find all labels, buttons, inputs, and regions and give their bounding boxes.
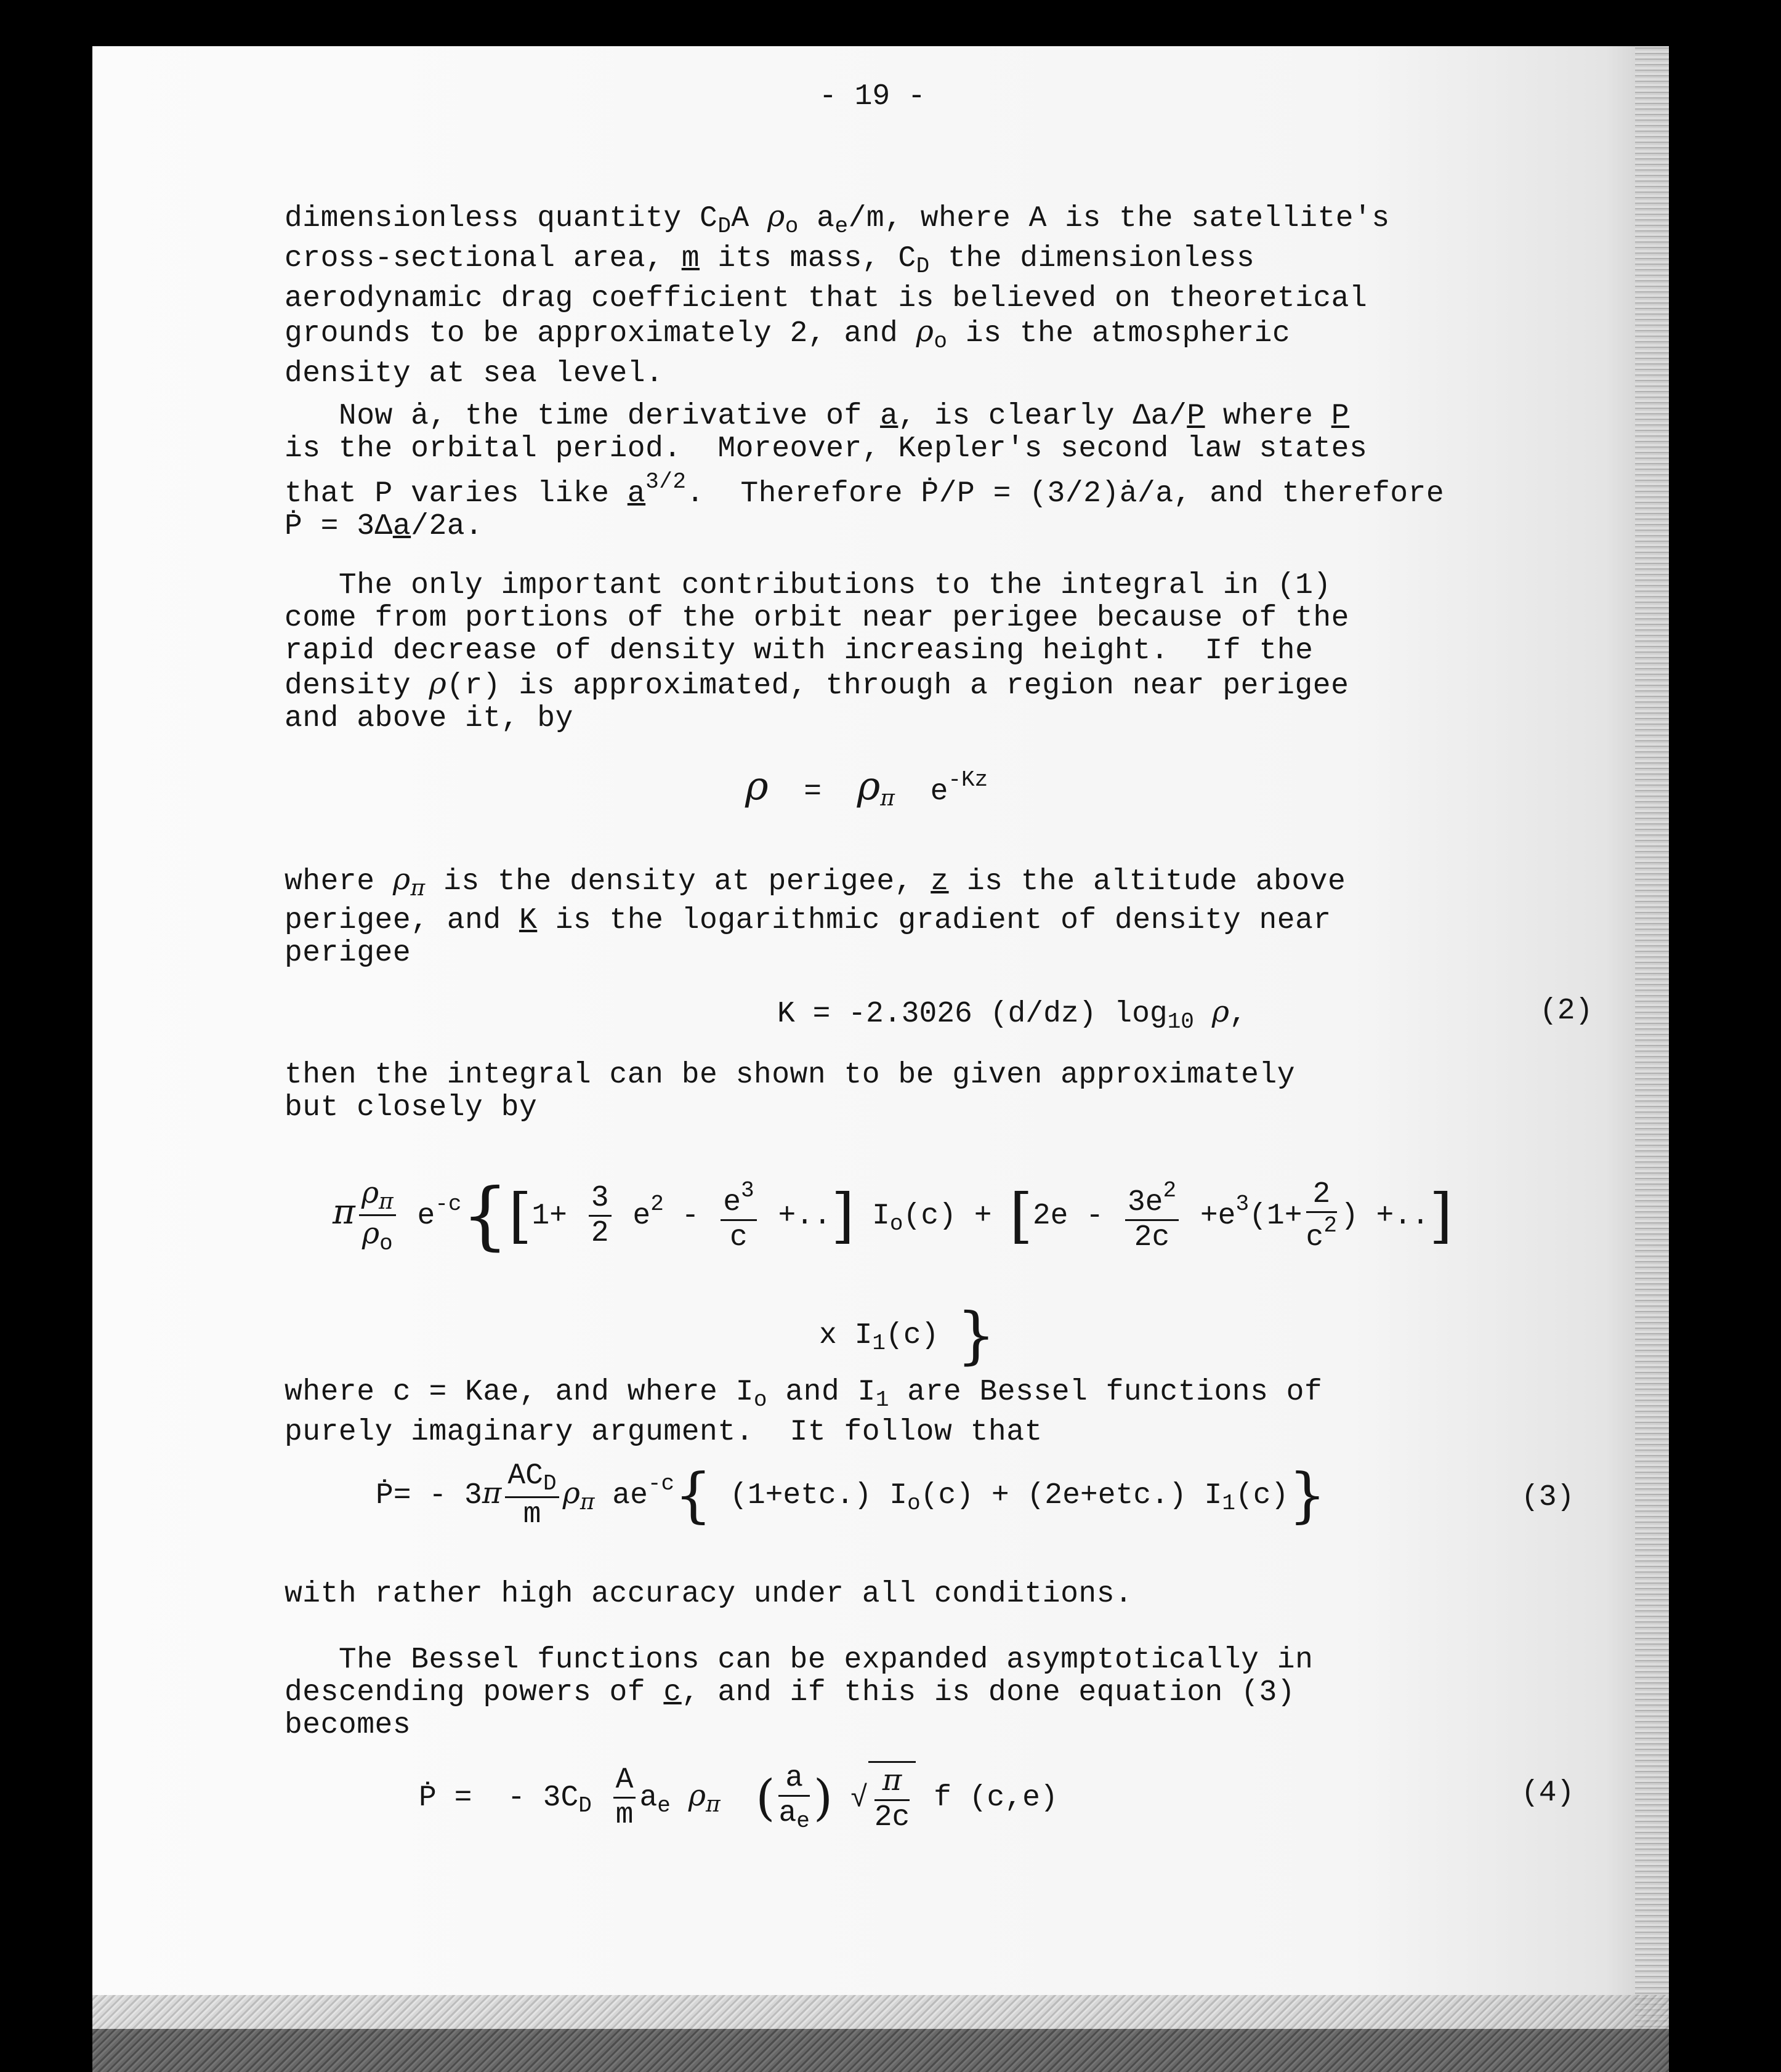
paragraph-6: where c = Kae, and where $I_o$ and $I_1$ are Bessel functions of purely imaginary argument. It follow that: [285, 1376, 1323, 1449]
paragraph-3: The only important contributions to the integral in (1) come from portions of the orbit near perigee because of the rapid decrease of density with increasing height. If the density ρ(r) is approximated, through a region near perigee and above it, by: [285, 569, 1349, 735]
equation-4-number: (4): [1521, 1776, 1575, 1810]
equation-4: Ṗ = - $3C_D$ $\frac{A}{m}$ $a_e$ $\rho_\pi$ ( $\frac{a}{a_e}$ ) √ $\frac{\pi}{2c}$ f (c,e): [419, 1762, 1058, 1834]
paragraph-7: with rather high accuracy under all conditions.: [285, 1578, 1133, 1611]
paragraph-4: where $\rho_\pi$ is the density at perigee, z is the altitude above perigee, and K is the logarithmic gradient of density near perigee: [285, 862, 1346, 970]
scan-bottom-strip: [92, 1995, 1669, 2072]
integral-expression-line-2: x $I_1(c)$ }: [819, 1299, 996, 1371]
paragraph-1: dimensionless quantity $C_DA$ $\rho_o$ $a_e/m$, where A is the satellite's cross-sectional area, m its mass, $C_D$ the dimensionless aerodynamic drag coefficient that is believed on theoretical grounds to be approximately 2, and $\rho_o$ is the atmospheric density at sea level.: [285, 199, 1390, 390]
page-number: - 19 -: [819, 80, 926, 113]
paragraph-8: The Bessel functions can be expanded asymptotically in descending powers of c, and if this is done equation (3) becomes: [285, 1643, 1314, 1742]
density-equation: $\rho = \rho_\pi$ $e^{-Kz}$: [745, 764, 988, 811]
equation-3: Ṗ= - 3π $\frac{AC_D}{m}$ $\rho_\pi$ $ae^{-c}${ (1+etc.) $I_o(c) + (2e+etc.)$ $I_1(c)$}: [376, 1459, 1327, 1531]
equation-3-number: (3): [1521, 1481, 1575, 1514]
paragraph-5: then the integral can be shown to be given approximately but closely by: [285, 1058, 1296, 1124]
equation-2-number: (2): [1540, 994, 1593, 1028]
integral-expression-line-1: π $\frac{\rho_\pi}{\rho_o}$ $e^{-c}\{[1+$ $\frac{3}{2}$ $e^2$ - $\frac{e^3}{c}$ +..] $I_o(c) + [2e$ - $\frac{3e^2}{2c}$ $+e^3(1+$ $\frac{2}{c^2}$ ) +..]: [333, 1173, 1453, 1259]
paragraph-2: Now ȧ, the time derivative of a, is clearly Δa/P where P is the orbital period. Moreover, Kepler's second law states that P varies like $a^{3/2}$. Therefore Ṗ/P = (3/2)ȧ/a, and therefore Ṗ = 3Δa/2a.: [285, 400, 1445, 543]
equation-2: K = -2.3026 (d/dz) $\log_{10} \rho$,: [777, 994, 1247, 1034]
page-edge-shadow: [1635, 46, 1669, 2029]
